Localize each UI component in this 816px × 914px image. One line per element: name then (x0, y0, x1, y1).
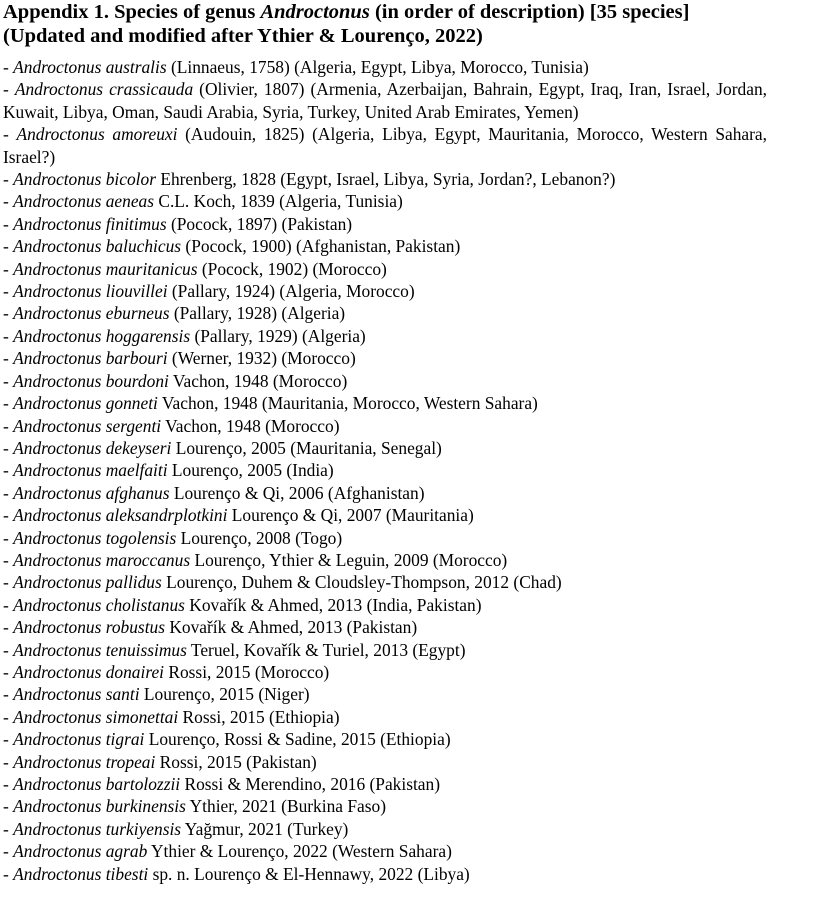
species-authority-distribution: Rossi, 2015 (Ethiopia) (178, 706, 340, 727)
species-name: Androctonus santi (13, 684, 140, 705)
species-name: Androctonus donairei (13, 661, 165, 682)
species-authority-distribution: Rossi, 2015 (Morocco) (164, 661, 330, 682)
species-entry (3, 818, 767, 840)
species-name: Androctonus pallidus (13, 572, 162, 593)
title-line-1 (3, 0, 767, 24)
species-authority-distribution: Lourenço, 2008 (Togo) (176, 527, 343, 548)
species-authority-distribution: Lourenço, 2005 (Mauritania, Senegal) (171, 437, 442, 458)
species-authority-distribution: Lourenço & Qi, 2006 (Afghanistan) (169, 482, 425, 503)
species-authority-distribution: C.L. Koch, 1839 (Algeria, Tunisia) (154, 191, 403, 212)
list-dash: - (3, 684, 14, 705)
list-dash: - (3, 437, 14, 458)
list-dash: - (3, 639, 14, 660)
species-name: Androctonus dekeyseri (13, 437, 172, 458)
species-authority-distribution: Kovařík & Ahmed, 2013 (Pakistan) (165, 617, 418, 638)
list-dash: - (3, 236, 14, 257)
list-dash: - (3, 617, 14, 638)
species-name: Androctonus mauritanicus (13, 258, 198, 279)
species-entry (3, 213, 767, 235)
species-name: Androctonus tigrai (13, 729, 145, 750)
species-entry (3, 594, 767, 616)
species-entry (3, 78, 767, 123)
species-entry (3, 751, 767, 773)
list-dash: - (3, 706, 14, 727)
species-name: Androctonus togolensis (13, 527, 177, 548)
species-authority-distribution: sp. n. Lourenço & El-Hennawy, 2022 (Libya) (148, 863, 470, 884)
species-name: Androctonus aeneas (13, 191, 155, 212)
species-authority-distribution: Kovařík & Ahmed, 2013 (India, Pakistan) (184, 594, 482, 615)
species-entry (3, 863, 767, 885)
list-dash: - (3, 213, 14, 234)
species-name: Androctonus barbouri (13, 348, 168, 369)
species-authority-distribution: Vachon, 1948 (Morocco) (168, 370, 348, 391)
species-name: Androctonus bartolozzii (13, 774, 181, 794)
species-name: Androctonus australis (13, 57, 167, 77)
list-dash: - (3, 169, 14, 190)
list-dash: - (3, 774, 14, 794)
list-dash: - (3, 796, 14, 817)
list-dash: - (3, 729, 14, 750)
species-entry (3, 728, 767, 750)
list-dash: - (3, 348, 14, 369)
species-entry (3, 347, 767, 369)
species-entry (3, 302, 767, 324)
species-authority-distribution: (Pocock, 1900) (Afghanistan, Pakistan) (181, 236, 461, 257)
species-entry (3, 527, 767, 549)
list-dash: - (3, 303, 14, 324)
list-dash: - (3, 124, 17, 145)
species-name: Androctonus turkiyensis (13, 818, 182, 839)
species-name: Androctonus bicolor (13, 169, 156, 190)
species-authority-distribution: Lourenço, Rossi & Sadine, 2015 (Ethiopia) (144, 729, 451, 750)
species-entry (3, 370, 767, 392)
species-name: Androctonus hoggarensis (13, 325, 191, 346)
species-entry (3, 549, 767, 571)
list-dash: - (3, 393, 14, 414)
appendix-title (3, 0, 767, 48)
species-entry (3, 123, 767, 168)
list-dash: - (3, 661, 14, 682)
species-authority-distribution: (Pocock, 1897) (Pakistan) (166, 213, 353, 234)
species-authority-distribution: Lourenço, 2015 (Niger) (139, 684, 310, 705)
species-authority-distribution: (Olivier, 1807) (Armenia, Azerbaijan, Bahrain, Egypt, Iraq, Iran, Israel, Jordan, Kuwait, Libya, Oman, Saudi Arabia, Syria, Turkey, United Arab Emirates, Yemen) (3, 79, 767, 122)
species-entry (3, 56, 767, 78)
list-dash: - (3, 57, 14, 77)
species-authority-distribution: Lourenço, Duhem & Cloudsley-Thompson, 2012 (Chad) (161, 572, 562, 593)
list-dash: - (3, 281, 14, 302)
list-dash: - (3, 549, 14, 570)
species-entry (3, 840, 767, 862)
species-name: Androctonus crassicauda (14, 79, 194, 100)
species-authority-distribution: (Pocock, 1902) (Morocco) (197, 258, 387, 279)
list-dash: - (3, 258, 14, 279)
species-name: Androctonus liouvillei (13, 281, 168, 302)
list-dash: - (3, 482, 14, 503)
species-entry (3, 415, 767, 437)
species-name: Androctonus sergenti (13, 415, 162, 436)
species-entry (3, 168, 767, 190)
species-entry (3, 235, 767, 257)
species-name: Androctonus amoreuxi (16, 124, 178, 145)
species-entry (3, 571, 767, 593)
species-authority-distribution: Rossi & Merendino, 2016 (Pakistan) (180, 774, 441, 794)
species-authority-distribution: (Linnaeus, 1758) (Algeria, Egypt, Libya, Morocco, Tunisia) (166, 57, 589, 77)
species-name: Androctonus finitimus (13, 213, 167, 234)
species-authority-distribution: (Audouin, 1825) (Algeria, Libya, Egypt, Mauritania, Morocco, Western Sahara, Israel?) (3, 124, 767, 167)
species-authority-distribution: Vachon, 1948 (Morocco) (161, 415, 340, 436)
species-entry (3, 683, 767, 705)
title-line-2: (Updated and modified after Ythier & Lourenço, 2022) (3, 25, 483, 47)
species-authority-distribution: (Pallary, 1928) (Algeria) (169, 303, 346, 324)
species-entry (3, 773, 767, 795)
species-entry (3, 459, 767, 481)
species-entry (3, 258, 767, 280)
species-entry (3, 639, 767, 661)
species-name: Androctonus tropeai (13, 751, 156, 772)
species-name: Androctonus robustus (13, 617, 165, 638)
list-dash: - (3, 370, 14, 391)
species-name: Androctonus simonettai (13, 706, 179, 727)
species-name: Androctonus maroccanus (13, 549, 191, 570)
list-dash: - (3, 505, 14, 526)
species-name: Androctonus tibesti (13, 863, 149, 884)
list-dash: - (3, 325, 14, 346)
list-dash: - (3, 863, 14, 884)
species-entry (3, 280, 767, 302)
species-authority-distribution: Rossi, 2015 (Pakistan) (155, 751, 317, 772)
species-entry (3, 504, 767, 526)
species-name: Androctonus burkinensis (13, 796, 186, 817)
species-name: Androctonus agrab (13, 841, 148, 862)
species-name: Androctonus eburneus (13, 303, 170, 324)
list-dash: - (3, 191, 14, 212)
list-dash: - (3, 415, 14, 436)
species-name: Androctonus aleksandrplotkini (13, 505, 228, 526)
species-authority-distribution: Lourenço, Ythier & Leguin, 2009 (Morocco) (190, 549, 508, 570)
species-entry (3, 795, 767, 817)
list-dash: - (3, 460, 14, 481)
species-authority-distribution: (Werner, 1932) (Morocco) (167, 348, 356, 369)
species-authority-distribution: Vachon, 1948 (Mauritania, Morocco, Western Sahara) (157, 393, 538, 414)
species-name: Androctonus cholistanus (13, 594, 185, 615)
species-authority-distribution: Lourenço, 2005 (India) (167, 460, 334, 481)
species-name: Androctonus bourdoni (13, 370, 169, 391)
title-genus: Androctonus (260, 1, 370, 23)
species-name: Androctonus baluchicus (13, 236, 182, 257)
list-dash: - (3, 751, 14, 772)
species-entry (3, 437, 767, 459)
species-entry (3, 190, 767, 212)
species-authority-distribution: (Pallary, 1924) (Algeria, Morocco) (167, 281, 415, 302)
species-entry (3, 482, 767, 504)
list-dash: - (3, 79, 15, 100)
species-authority-distribution: Ythier, 2021 (Burkina Faso) (185, 796, 386, 817)
species-authority-distribution: Lourenço & Qi, 2007 (Mauritania) (227, 505, 474, 526)
list-dash: - (3, 594, 14, 615)
species-authority-distribution: Teruel, Kovařík & Turiel, 2013 (Egypt) (186, 639, 466, 660)
species-name: Androctonus afghanus (13, 482, 170, 503)
species-name: Androctonus gonneti (13, 393, 158, 414)
species-authority-distribution: Ehrenberg, 1828 (Egypt, Israel, Libya, Syria, Jordan?, Lebanon?) (155, 169, 616, 190)
species-list (3, 56, 767, 885)
species-authority-distribution: Ythier & Lourenço, 2022 (Western Sahara) (147, 841, 452, 862)
list-dash: - (3, 818, 14, 839)
list-dash: - (3, 527, 14, 548)
species-entry (3, 706, 767, 728)
species-entry (3, 616, 767, 638)
species-entry (3, 392, 767, 414)
list-dash: - (3, 572, 14, 593)
list-dash: - (3, 841, 14, 862)
species-name: Androctonus maelfaiti (13, 460, 168, 481)
species-name: Androctonus tenuissimus (13, 639, 187, 660)
species-authority-distribution: Yağmur, 2021 (Turkey) (181, 818, 349, 839)
species-authority-distribution: (Pallary, 1929) (Algeria) (190, 325, 366, 346)
species-entry (3, 325, 767, 347)
title-prefix: Appendix 1. Species of genus (3, 1, 261, 23)
species-entry (3, 661, 767, 683)
title-suffix: (in order of description) [35 species] (369, 1, 690, 23)
